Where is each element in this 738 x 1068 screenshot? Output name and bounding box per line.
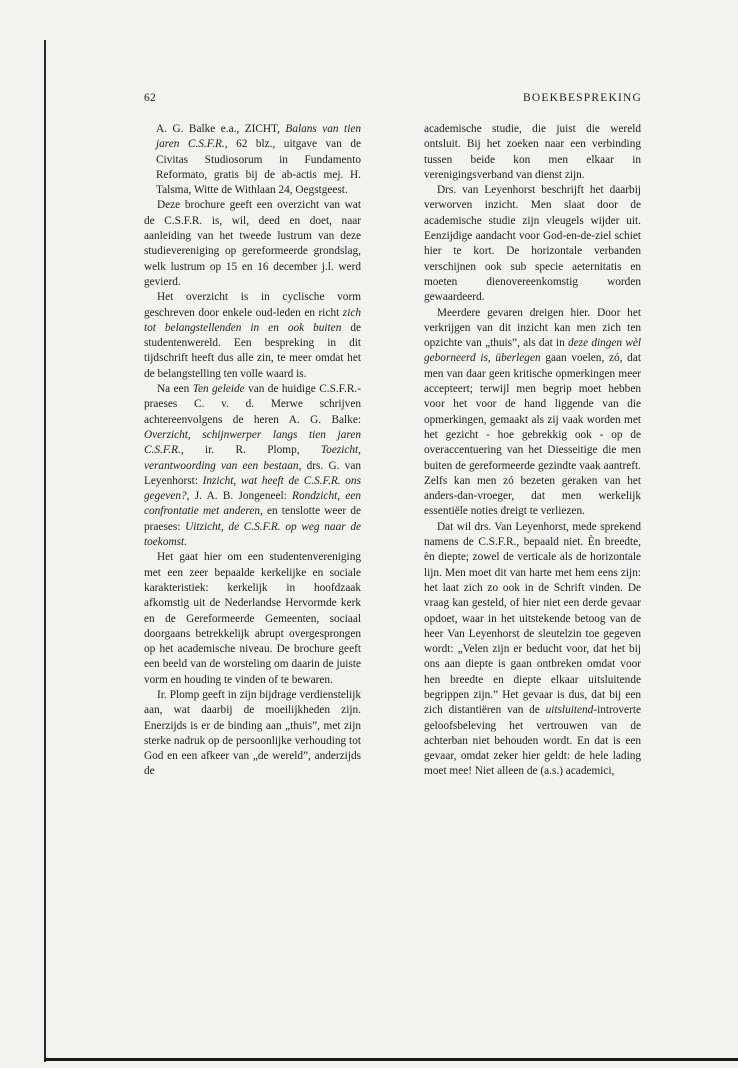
italic-text: Inzicht, wat heeft de C.S.F.R. ons gegeven? bbox=[144, 474, 361, 503]
bibliographic-entry bbox=[144, 122, 361, 198]
text-run: Het gaat hier om een studentenvereniging met een zeer bepaalde kerkelijke en sociale karakteristiek: kerkelijk in hoofdzaak afkomstig uit de Nederlandse Hervormde kerk en de Gereformeerde Gemeenten, sociaal doorgaans betrekkelijk abrupt overgesprongen op het academische niveau. De brochure geeft een beeld van de worsteling om daarin de juiste vorm en houding te vinden of te bewaren. bbox=[144, 551, 361, 686]
text-run: de studentenwereld. Een bespreking in dit tijdschrift heeft dus alle zin, te meer omdat het de belangstelling ten volle waard is. bbox=[144, 321, 361, 380]
text-run: Na een bbox=[157, 383, 193, 396]
right-column bbox=[424, 122, 641, 780]
text-run: , en tenslotte weer de praeses: bbox=[144, 505, 361, 533]
italic-text: Uitzicht, de C.S.F.R. op weg naar de toekomst. bbox=[144, 520, 361, 549]
page-number: 62 bbox=[144, 92, 157, 104]
left-column bbox=[144, 122, 361, 780]
italic-text: Balans van tien jaren C.S.F.R. bbox=[156, 123, 361, 151]
text-run: A. G. Balke e.a., ZICHT, bbox=[156, 123, 286, 135]
text-run: , 62 blz., uitgave van de Civitas Studiosorum in Fundamento Reformato, gratis bij de ab-actis mej. H. Talsma, Witte de Withlaan 24, Oegstgeest. bbox=[156, 138, 361, 197]
paragraph-continued bbox=[424, 122, 641, 183]
text-run: academische studie, die juist die wereld ontsluit. Bij het zoeken naar een verbinding tussen beide kon men elkaar in verenigingsverband van dienst zijn. bbox=[424, 123, 641, 181]
text-run: Deze brochure geeft een overzicht van wat de C.S.F.R. is, wil, deed en doet, naar aanleiding van het tweede lustrum van deze studievereniging op gereformeerde grondslag, welk lustrum op 15 en 16 december j.l. werd gevierd. bbox=[144, 199, 361, 288]
paragraph bbox=[144, 198, 361, 290]
paragraph bbox=[144, 688, 361, 780]
paragraph bbox=[144, 550, 361, 688]
italic-text: deze dingen wèl geborneerd is, überlegen bbox=[424, 337, 642, 365]
italic-text: uitsluitend bbox=[545, 704, 594, 717]
italic-text: Ten geleide bbox=[192, 383, 245, 396]
paragraph bbox=[424, 183, 641, 305]
page-edge-shadow-bottom bbox=[44, 1058, 738, 1061]
text-run: -introverte geloofsbeleving het vertrouwen van de achterban niet behouden wordt. En dat is een gevaar, omdat zeker hier geldt: de hele lading moet mee! Niet alleen de (a.s.) academici, bbox=[424, 704, 641, 778]
italic-text: Overzicht, schijnwerper langs tien jaren C.S.F.R. bbox=[144, 428, 361, 457]
text-run: van de huidige C.S.F.R.-praeses C. v. d. Merwe schrijven achtereenvolgens de heren A. G. Balke: bbox=[144, 383, 361, 426]
page-edge-shadow-left bbox=[44, 40, 46, 1062]
text-run: , J. A. B. Jongeneel: bbox=[186, 490, 293, 503]
text-run: Het overzicht is in cyclische vorm geschreven door enkele oud-leden en richt bbox=[144, 291, 361, 319]
text-run: , ir. R. Plomp, bbox=[180, 444, 321, 457]
italic-text: zich tot belangstellenden in en ook buiten bbox=[144, 306, 361, 334]
italic-text: Rondzicht, een confrontatie met anderen bbox=[144, 490, 361, 518]
text-run: Dat wil drs. Van Leyenhorst, mede sprekend namens de C.S.F.R., bepaald niet. Èn breedte, èn diepte; zowel de verticale als de horizontale lijn. Men moet dit van harte met hem eens zijn: het laat zich zo ook in de Schrift vinden. De vraag kan gesteld, of hier niet een derde gevaar opdoet, waar in het uitstekende betoog van de heer Van Leyenhorst de sleutelzin toe gegeven wordt: „Velen zijn er beducht voor, dat het bij ons aan diepte is gaan ontbreken omdat voor hen breedte en diepte elkaar uitsluitende begrippen zijn.” Het gevaar is dus, dat bij een zich distantiëren van de bbox=[424, 520, 641, 717]
paragraph bbox=[144, 290, 361, 382]
italic-text: Toezicht, verantwoording van een bestaan bbox=[144, 444, 361, 472]
text-run: Ir. Plomp geeft in zijn bijdrage verdienstelijk aan, wat daarbij de moeilijkheden zijn. Enerzijds is er de binding aan „thuis”, met zijn sterke nadruk op de persoonlijke verhouding tot God en een afkeer van „de wereld”, anderzijds de bbox=[144, 688, 361, 778]
running-head: BOEKBESPREKING bbox=[522, 92, 642, 104]
text-run: , drs. G. van Leyenhorst: bbox=[144, 459, 361, 487]
text-run: Meerdere gevaren dreigen hier. Door het verkrijgen van dit inzicht kan men zich ten opzichte van „thuis”, als dat in bbox=[424, 306, 641, 350]
paragraph bbox=[424, 306, 641, 520]
text-run: gaan voelen, zó, dat men van daar geen kritische opmerkingen meer accepteert; terwijl men begrip moet hebben voor het voor de hand liggende van die opmerkingen, gemaakt als zij vaak worden met het gezicht - hoe gebrekkig ook - op de overaccentuering van het Diesseitige die men buiten de gereformeerde gezindte vaak aantreft. Zelfs kan men zó bezeten geraken van het anders-dan-vroeger, dat men werkelijk essentiële noties dreigt te verliezen. bbox=[424, 352, 641, 518]
paragraph bbox=[144, 382, 361, 550]
paragraph bbox=[424, 520, 641, 780]
text-run: Drs. van Leyenhorst beschrijft het daarbij verworven inzicht. Men slaat door de academische studie zijn vleugels wijder uit. Eenzijdige aandacht voor God-en-de-ziel schiet hier te kort. De horizontale verbanden verschijnen ook sub specie aeternitatis en moeten dienovereenkomstig worden gewaardeerd. bbox=[424, 184, 641, 304]
